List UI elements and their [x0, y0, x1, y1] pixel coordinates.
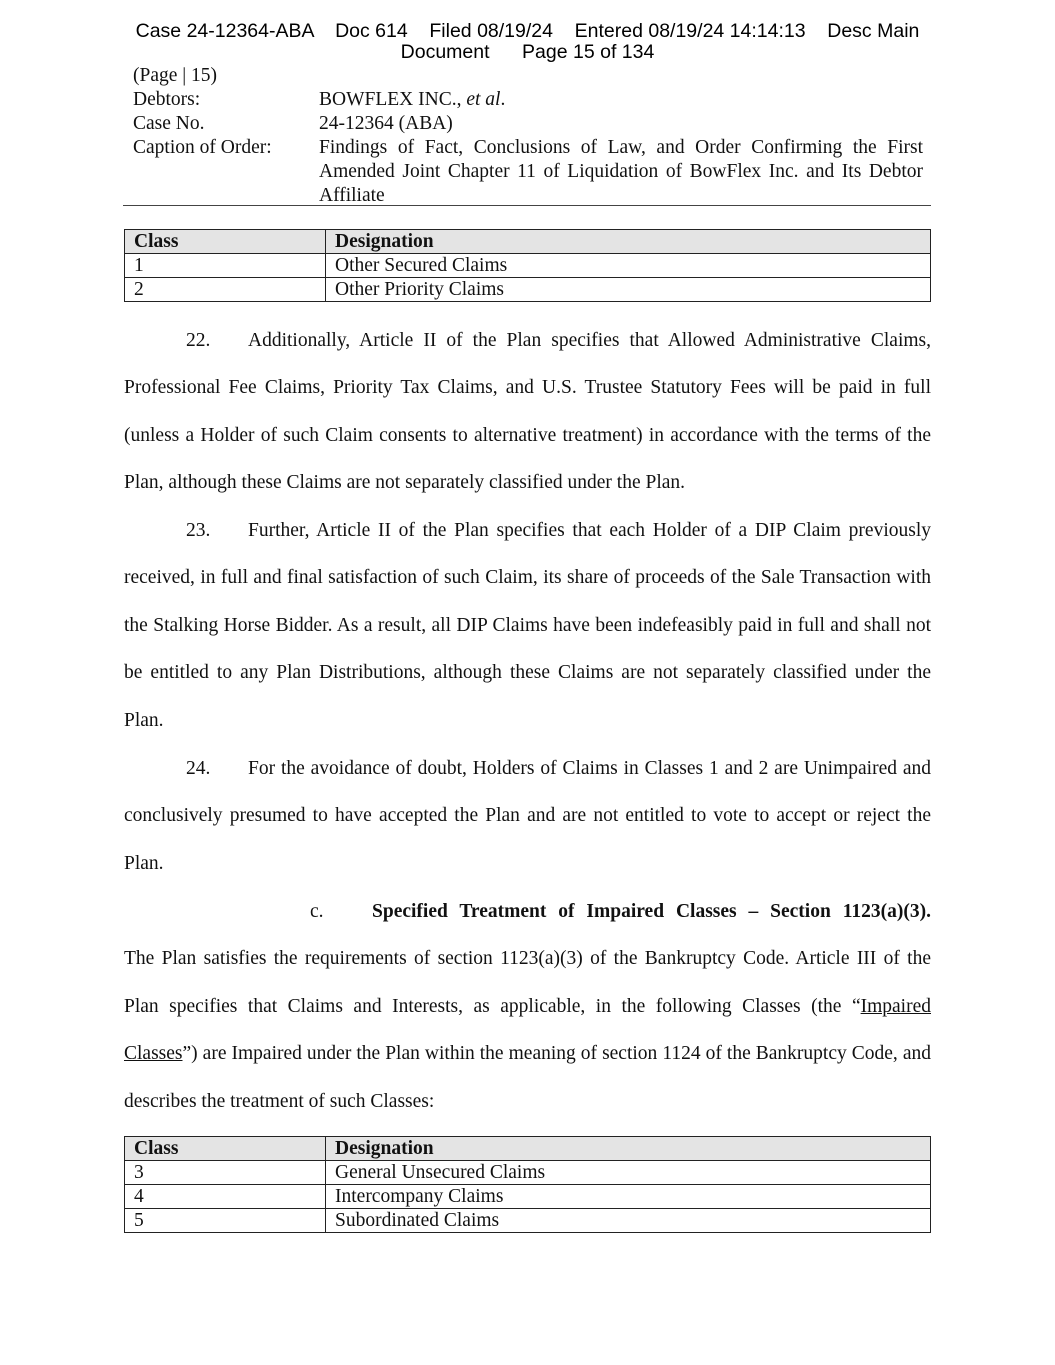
caption-case-label: Case No. [133, 113, 205, 134]
table-row [125, 278, 931, 302]
table-header-row [125, 1137, 931, 1161]
section-heading-text: Specified Treatment of Impaired Classes – Section 1123(a)(3). [372, 901, 931, 922]
caption-divider [123, 205, 931, 206]
section-c-text-a: The Plan satisfies the requirements of section 1123(a)(3) of the Bankruptcy Code. Article III of the Plan specifies that Claims and Interests, as applicable, in the following Classes (the “ [124, 948, 931, 1017]
designation-cell: General Unsecured Claims [326, 1161, 931, 1185]
class-cell: 4 [125, 1185, 326, 1209]
paragraph-22 [124, 317, 931, 507]
caption-debtors-label: Debtors: [133, 89, 201, 110]
paragraph-number: 24. [186, 758, 211, 779]
section-c-text-b: ”) are Impaired under the Plan within the meaning of section 1124 of the Bankruptcy Code, and describes the treatment of such Classes: [124, 1043, 931, 1112]
section-letter: c. [310, 901, 324, 922]
unimpaired-classes-table [124, 229, 931, 302]
section-c-heading [124, 888, 931, 935]
caption-et-al: et al [466, 89, 501, 110]
designation-cell: Other Priority Claims [326, 278, 931, 302]
column-header-designation: Designation [326, 230, 931, 254]
paragraph-text: For the avoidance of doubt, Holders of Claims in Classes 1 and 2 are Unimpaired and conclusively presumed to have accepted the Plan and are not entitled to vote to accept or reject the Plan. [124, 758, 931, 874]
paragraph-number: 23. [186, 520, 211, 541]
ecf-header-line-1: Case 24-12364-ABA Doc 614 Filed 08/19/24 Entered 08/19/24 14:14:13 Desc Main [135, 20, 920, 42]
caption-debtors-value: BOWFLEX INC., et al. [319, 89, 506, 110]
table-header-row [125, 230, 931, 254]
column-header-class: Class [125, 1137, 326, 1161]
table-row [125, 1209, 931, 1233]
paragraph-24 [124, 745, 931, 887]
paragraph-text: Additionally, Article II of the Plan specifies that Allowed Administrative Claims, Professional Fee Claims, Priority Tax Claims, and U.S. Trustee Statutory Fees will be paid in full (unless a Holder of such Claim consents to alternative treatment) in accordance with the terms of the Plan, although these Claims are not separately classified under the Plan. [124, 330, 931, 494]
class-cell: 1 [125, 254, 326, 278]
table-row [125, 254, 931, 278]
table-row [125, 1161, 931, 1185]
caption-order-row [133, 136, 923, 208]
designation-cell: Intercompany Claims [326, 1185, 931, 1209]
caption-order-label: Caption of Order: [133, 137, 272, 158]
paragraph-text: Further, Article II of the Plan specifies that each Holder of a DIP Claim previously received, in full and final satisfaction of such Claim, its share of proceeds of the Sale Transaction with the Stalking Horse Bidder. As a result, all DIP Claims have been indefeasibly paid in full and shall not be entitled to any Plan Distributions, although these Claims are not separately classified under the Plan. [124, 520, 931, 731]
designation-cell: Other Secured Claims [326, 254, 931, 278]
defined-term-impaired-classes: Impaired Classes [124, 995, 931, 1065]
paragraph-23 [124, 507, 931, 744]
column-header-class: Class [125, 230, 326, 254]
column-header-designation: Designation [326, 1137, 931, 1161]
table-row [125, 1185, 931, 1209]
class-cell: 2 [125, 278, 326, 302]
class-cell: 5 [125, 1209, 326, 1233]
impaired-classes-table [124, 1136, 931, 1233]
caption-case-row [133, 112, 923, 136]
ecf-header-line-2: Document Page 15 of 134 [400, 41, 655, 63]
caption-order-value: Findings of Fact, Conclusions of Law, and Order Confirming the First Amended Joint Chapter 11 of Liquidation of BowFlex Inc. and Its Debtor Affiliate [319, 137, 923, 206]
caption-case-value: 24-12364 (ABA) [319, 113, 453, 134]
caption-page-ref: (Page | 15) [133, 65, 218, 86]
paragraph-number: 22. [186, 330, 211, 351]
designation-cell: Subordinated Claims [326, 1209, 931, 1233]
class-cell: 3 [125, 1161, 326, 1185]
caption-debtors-row [133, 88, 923, 112]
section-c [124, 888, 931, 1125]
order-caption [133, 64, 923, 208]
